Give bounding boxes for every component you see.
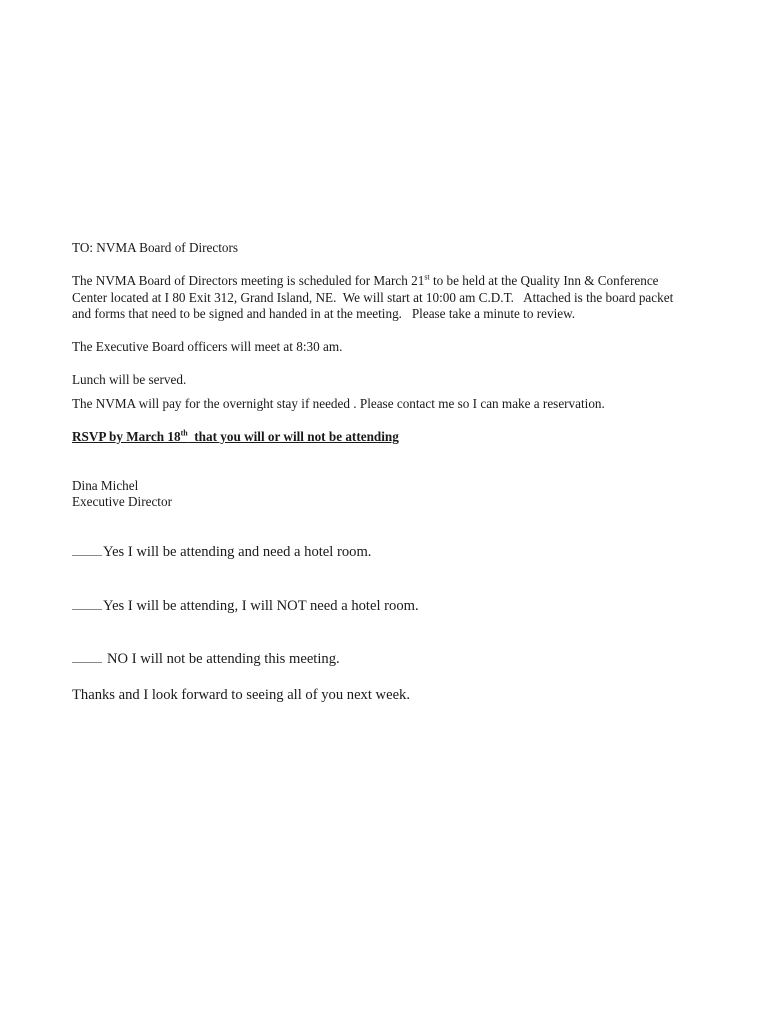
closing-line: Thanks and I look forward to seeing all of you next week. bbox=[72, 687, 410, 703]
rsvp-line bbox=[72, 429, 399, 445]
option-label: Yes I will be attending and need a hotel room. bbox=[103, 544, 372, 560]
option-label: NO I will not be attending this meeting. bbox=[107, 651, 340, 667]
to-line: TO: NVMA Board of Directors bbox=[72, 240, 239, 255]
date-superscript: st bbox=[424, 272, 430, 282]
option-checkbox-blank[interactable] bbox=[72, 554, 102, 556]
paragraph-line-3: and forms that need to be signed and handed in at the meeting. Please take a minute to review. bbox=[72, 306, 576, 321]
lunch-line: Lunch will be served. bbox=[72, 372, 187, 387]
paragraph-line-1-rest: to be held at the Quality Inn & Conference bbox=[429, 273, 659, 288]
rsvp-text: RSVP by March 18 bbox=[72, 429, 181, 444]
paragraph-line-1 bbox=[72, 273, 659, 289]
signature-title: Executive Director bbox=[72, 494, 172, 509]
option-hotel-needed bbox=[72, 544, 371, 560]
option-no-hotel bbox=[72, 598, 419, 614]
option-checkbox-blank[interactable] bbox=[72, 608, 102, 610]
executive-board-line: The Executive Board officers will meet at 8:30 am. bbox=[72, 339, 343, 354]
rsvp-superscript: th bbox=[180, 428, 188, 438]
signature-name: Dina Michel bbox=[72, 478, 139, 493]
overnight-line: The NVMA will pay for the overnight stay if needed . Please contact me so I can make a reservation. bbox=[72, 396, 605, 411]
paragraph-line-1-text: The NVMA Board of Directors meeting is scheduled for March 21 bbox=[72, 273, 425, 288]
rsvp-rest: that you will or will not be attending bbox=[187, 429, 399, 444]
option-checkbox-blank[interactable] bbox=[72, 661, 102, 663]
option-not-attending bbox=[72, 651, 340, 667]
option-label: Yes I will be attending, I will NOT need a hotel room. bbox=[103, 598, 419, 614]
paragraph-line-2: Center located at I 80 Exit 312, Grand Island, NE. We will start at 10:00 am C.D.T. Attached is the board packet bbox=[72, 290, 674, 305]
